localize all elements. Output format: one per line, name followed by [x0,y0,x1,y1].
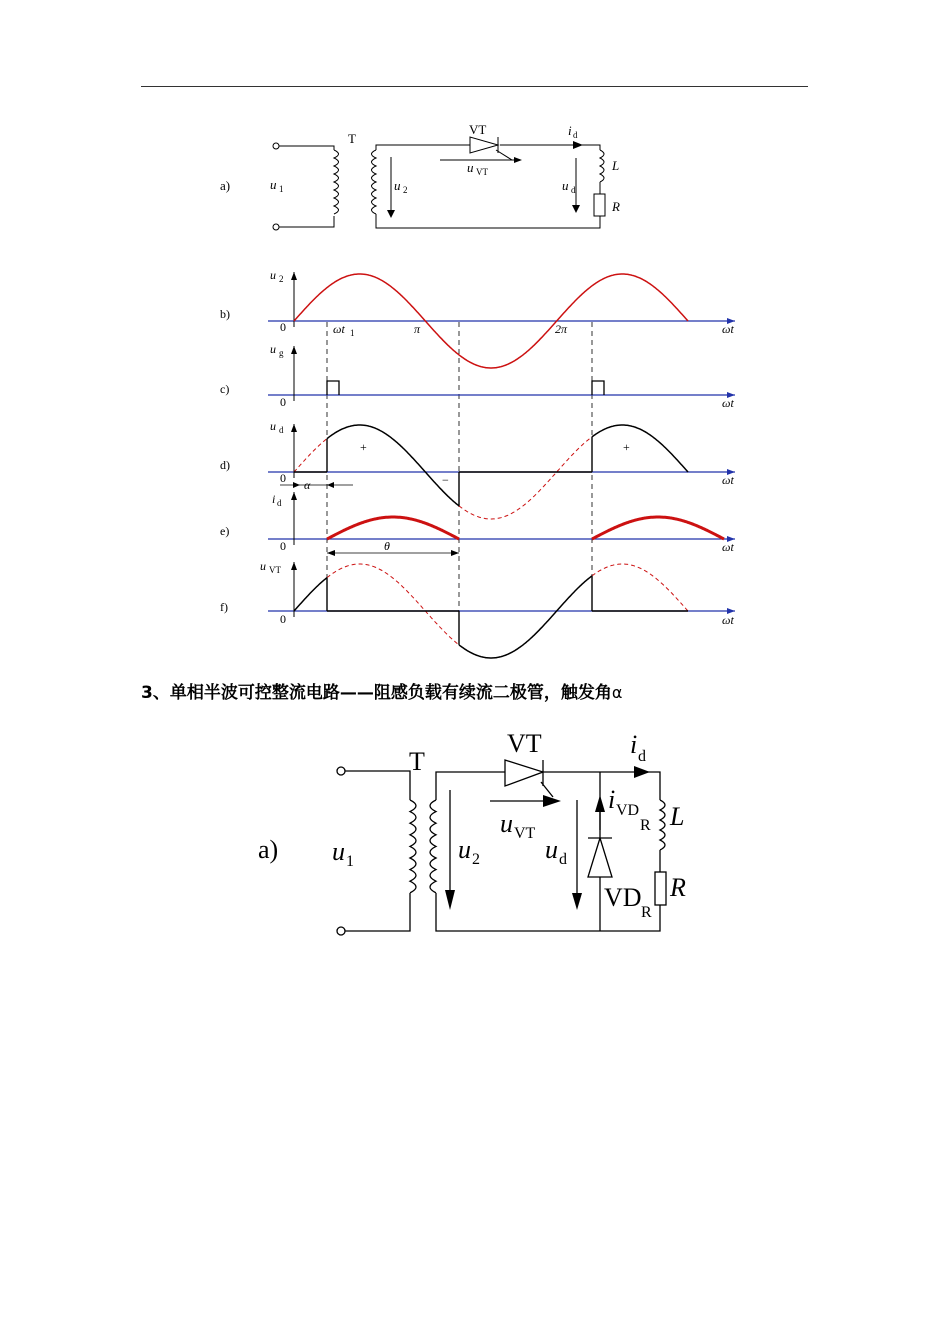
fig2-u2-label: u [458,835,471,864]
fig2-thyristor-label: VT [507,729,542,758]
fig2-resistor [655,872,666,905]
plot-b-ylabel: u [270,268,276,282]
fig1-label-e: e) [220,524,230,538]
svg-text:d: d [277,498,282,508]
id-sub: d [573,130,578,140]
plot-e-ylabel: i [272,492,276,506]
plot-f-ylabel: u [260,559,266,573]
theta-label: θ [384,539,390,553]
alpha-label: α [304,478,311,492]
pi-label: π [414,322,421,336]
fig2-ud-label: u [545,835,558,864]
id-label: i [568,123,572,138]
fig2-uvt-label: u [500,809,513,838]
fig2-id-arrow [634,766,650,778]
u1-sub: 1 [279,184,284,194]
plot-b-origin: 0 [280,320,286,334]
uvt-label: u [467,160,474,175]
plot-f-xlabel: ωt [722,613,734,627]
fig2-input-terminal-top [337,767,345,775]
fig2-resistor-label: R [670,873,686,902]
fig2-transformer-label: T [409,747,425,776]
fig2-vd-label: VD [604,883,642,912]
u2-label: u [394,178,401,193]
fig2-id-label: i [630,730,638,759]
heading-text: 3、单相半波可控整流电路——阻感负载有续流二极管，触发角 [141,683,612,703]
transformer-label: T [348,131,356,146]
fig1-label-b: b) [220,307,230,321]
fig1-label-c: c) [220,382,230,396]
svg-text:VT: VT [514,825,536,842]
plot-e-origin: 0 [280,539,286,553]
plot-b-xlabel: ωt [722,322,734,336]
svg-text:2: 2 [472,851,480,868]
plot-f-origin: 0 [280,612,286,626]
minus-sign: − [442,473,449,487]
fig2-primary-coil [410,800,416,893]
fig2-freewheel-diode [588,838,612,877]
two-pi-label: 2π [555,322,568,336]
u1-label: u [270,177,277,192]
resistor-label: R [612,199,620,214]
svg-text:VT: VT [269,565,281,575]
svg-text:VD: VD [616,802,640,819]
fig2-inductor-label: L [670,802,685,831]
inductor-label: L [612,158,620,173]
fig1-label-d: d) [220,458,230,472]
thyristor-label: VT [469,122,487,137]
plot-c-xlabel: ωt [722,396,734,410]
fig2-ivd-label: i [608,785,616,814]
svg-text:R: R [641,904,652,921]
fig1-label-f: f) [220,600,228,614]
plot-c-origin: 0 [280,395,286,409]
plot-d-origin: 0 [280,471,286,485]
plot-d-xlabel: ωt [722,473,734,487]
ud-sub: d [571,185,576,195]
svg-text:1: 1 [350,328,355,338]
svg-text:g: g [279,348,284,358]
fig2-thyristor-symbol [505,760,553,797]
fig1-label-a: a) [220,178,231,193]
u2-sub: 2 [403,185,408,195]
plot-d-ylabel: u [270,419,276,433]
ud-label: u [562,178,569,193]
svg-text:R: R [640,817,651,834]
svg-text:2: 2 [279,274,284,284]
plus-sign-2: + [623,440,630,454]
plus-sign-1: + [360,440,367,454]
fig2-primary-wire [345,771,410,931]
heading-alpha: α [611,683,623,702]
uvt-sub: VT [476,167,488,177]
wt1-label: ωt [333,322,345,336]
fig2-input-terminal-bottom [337,927,345,935]
plot-e-xlabel: ωt [722,540,734,554]
svg-text:d: d [279,425,284,435]
plot-c-ylabel: u [270,342,276,356]
fig2-label-a: a) [258,835,279,864]
fig2-inductor-coil [660,800,665,872]
svg-text:d: d [638,748,646,765]
fig2-u1-label: u [332,837,345,866]
svg-text:d: d [559,851,567,868]
fig2-secondary-coil [430,800,436,893]
svg-text:1: 1 [346,853,354,870]
